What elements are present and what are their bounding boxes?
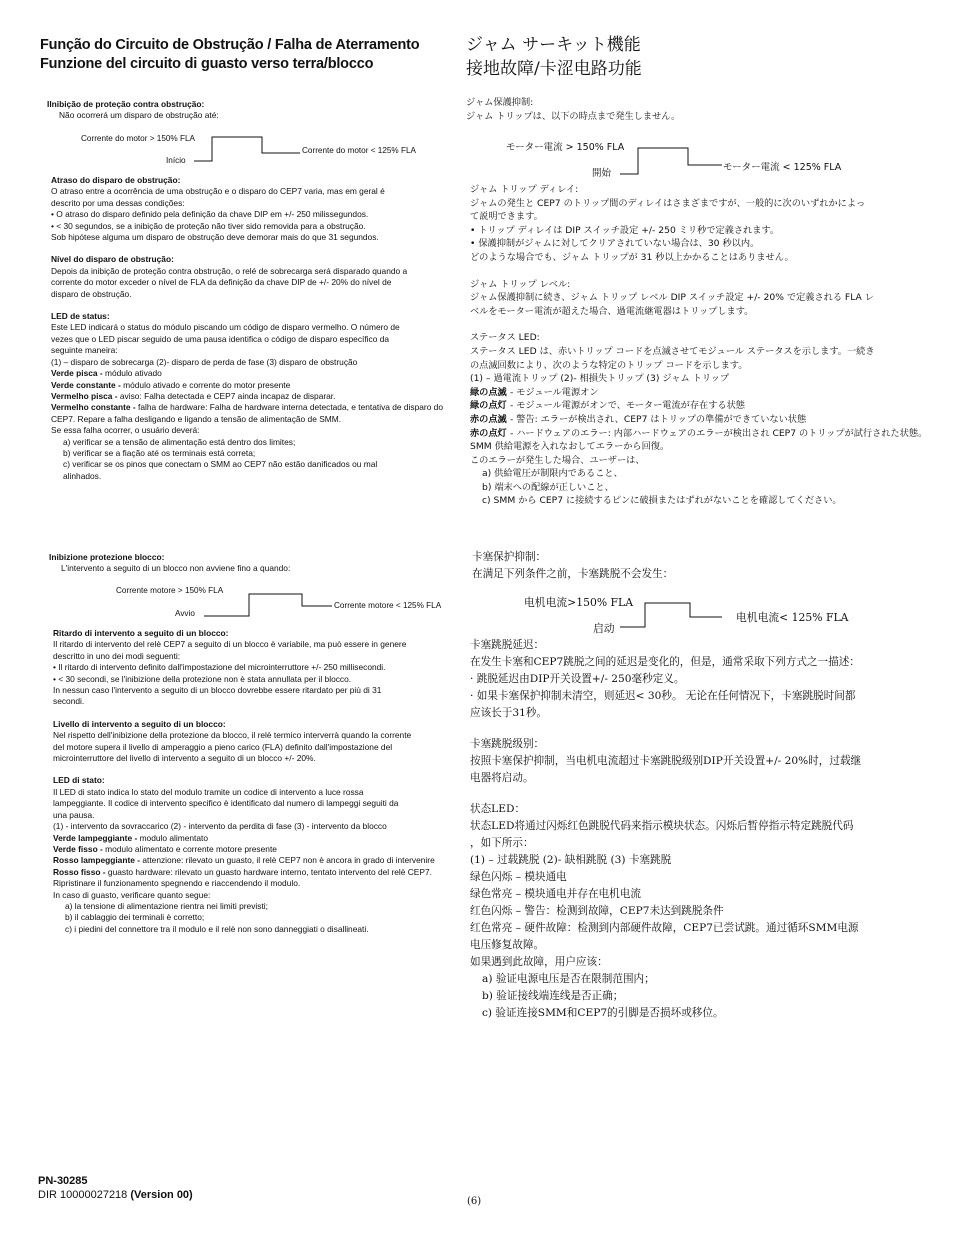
ja-delay-line: ジャムの発生と CEP7 のトリップ間のディレイはさまざまですが、一般的に次のいずれかによっ	[470, 197, 866, 209]
zh-led-line: ，如下所示：	[470, 837, 534, 849]
left-title	[40, 36, 419, 74]
ja-led-line: の点滅回数により、次のような特定のトリップ コードを示します。	[470, 359, 748, 371]
ja-led-title: ステータス LED:	[470, 332, 540, 344]
ja-diagram-label-low: モーター電流 < 125% FLA	[723, 162, 842, 173]
ja-delay-line: て説明できます。	[470, 211, 543, 223]
zh-body	[470, 637, 930, 1022]
it-diagram-label-high: Corrente motore > 150% FLA	[116, 586, 224, 595]
it-body	[53, 628, 453, 935]
it-led-title: LED di stato:	[53, 775, 105, 786]
ja-current-waveform	[620, 146, 724, 178]
pt-level-line: corrente do motor exceder o nível de FLA da definição da chave DIP de +/- 20% do nível de	[51, 277, 392, 288]
zh-delay-line: 在发生卡塞和CEP7跳脱之间的延迟是变化的，但是，通常采取下列方式之一描述：	[470, 656, 860, 668]
title-italian: Funzione del circuito di guasto verso terra/blocco	[40, 56, 374, 72]
ja-led-item: 緑の点灯 - モジュール電源がオンで、モーター電流が存在する状態	[470, 400, 745, 412]
title-chinese: 接地故障/卡涩电路功能	[466, 59, 642, 79]
ja-fail-intro: このエラーが発生した場合、ユーザーは、	[470, 454, 645, 466]
zh-level-line: 按照卡塞保护抑制，当电机电流超过卡塞跳脱级别DIP开关设置+/- 20%时，过载继	[470, 755, 862, 767]
dir-line	[38, 1188, 193, 1202]
ja-delay-line: • トリップ ディレイは DIP スイッチ設定 +/- 250 ミリ秒で定義されます。	[470, 224, 780, 236]
it-led-line: (1) - intervento da sovraccarico (2) - intervento da perdita di fase (3) - intervento da blocco	[53, 821, 387, 832]
zh-led-line: 绿色闪烁 – 模块通电	[470, 871, 567, 883]
pt-delay-line: Sob hipótese alguma um disparo de obstrução deve demorar mais do que 31 segundos.	[51, 232, 379, 243]
ja-level-line: ベルをモーター電流が超えた場合、過電流継電器はトリップします。	[470, 305, 754, 317]
pt-inhibit-title: Ilnibição de proteção contra obstrução:	[47, 99, 205, 109]
footer	[38, 1174, 193, 1202]
it-fail-intro: In caso di guasto, verificare quanto segue:	[53, 889, 211, 900]
pt-led-item: Verde pisca - módulo ativado	[51, 368, 162, 379]
it-fail-item: c) i piedini del connettore tra il modulo e il relè non sono danneggiati o disallineati.	[65, 923, 369, 934]
zh-led-line: (1) – 过载跳脱 (2)- 缺相跳脱 (3) 卡塞跳脱	[470, 854, 672, 866]
it-diagram-label-start: Avvio	[175, 609, 195, 618]
it-led-item: Rosso lampeggiante - attenzione: rilevato un guasto, il relè CEP7 non è ancora in grado di intervenire	[53, 855, 435, 866]
pt-fail-intro: Se essa falha ocorrer, o usuário deverá:	[51, 425, 200, 436]
ja-diagram-label-start: 開始	[592, 168, 612, 179]
title-portuguese: Função do Circuito de Obstrução / Falha de Aterramento	[40, 37, 420, 53]
pt-delay-title: Atraso do disparo de obstrução:	[51, 175, 181, 185]
pt-fail-item: b) verificar se a fiação até os terminais está correta;	[63, 447, 256, 458]
it-led-line: lampeggiante. Il codice di intervento specifico è identificato dal numero di lampeggi seguiti da	[53, 798, 399, 809]
pt-led-item: Verde constante - módulo ativado e corrente do motor presente	[51, 379, 291, 390]
zh-delay-title: 卡塞跳脱延迟：	[470, 639, 545, 651]
it-delay-line: • < 30 secondi, se l'inibizione della protezione non è stata annullata per il blocco.	[53, 673, 352, 684]
pt-inhibit-text: Não ocorrerá um disparo de obstrução até:	[59, 110, 219, 121]
ja-inhibit-text: ジャム トリップは、以下の時点まで発生しません。	[466, 110, 681, 122]
it-delay-line: In nessun caso l'intervento a seguito di un blocco dovrebbe essere ritardato per più di 31	[53, 685, 382, 696]
it-current-waveform	[204, 592, 334, 620]
it-level-line: microinterruttore del livello di intervento a seguito di un blocco +/- 20%.	[53, 753, 316, 764]
ja-delay-line: • 保護抑制がジャムに対してクリアされていない場合は、30 秒以内。	[470, 238, 760, 250]
ja-delay-title: ジャム トリップ ディレイ:	[470, 184, 579, 195]
page-number: (6)	[467, 1196, 482, 1207]
it-led-line: una pausa.	[53, 809, 95, 820]
zh-led-line: 状态LED将通过闪烁红色跳脱代码来指示模块状态。闪烁后暂停指示特定跳脱代码	[470, 820, 854, 832]
right-title	[466, 33, 642, 81]
pt-body	[51, 175, 461, 482]
ja-inhibit-title: ジャム保護抑制:	[466, 97, 534, 108]
ja-fail-item: b) 端末への配線が正しいこと、	[482, 481, 614, 493]
pt-level-line: Depois da inibição de proteção contra obstrução, o relé de sobrecarga será disparado quando a	[51, 265, 408, 276]
it-fail-item: a) la tensione di alimentazione rientra nei limiti previsti;	[65, 900, 268, 911]
pt-inhibit-section	[47, 99, 447, 122]
zh-level-title: 卡塞跳脱级别：	[470, 738, 545, 750]
it-delay-line: Il ritardo di intervento del relè CEP7 a seguito di un blocco è variabile, ma può essere in genere	[53, 639, 407, 650]
ja-led-item: 緑の点滅 - モジュール電源オン	[470, 386, 599, 398]
zh-diagram-label-low: 电机电流< 125% FLA	[736, 611, 849, 624]
ja-delay-line: どのような場合でも、ジャム トリップが 31 秒以上かかることはありません。	[470, 251, 794, 263]
zh-led-line: 红色常亮 – 硬件故障：检测到内部硬件故障，CEP7已尝试跳。通过循环SMM电源	[470, 922, 859, 934]
ja-inhibit-section	[466, 96, 926, 123]
zh-led-line: 绿色常亮 – 模块通电并存在电机电流	[470, 888, 641, 900]
it-fail-item: b) il cablaggio dei terminali è corretto;	[65, 912, 205, 923]
zh-current-waveform	[620, 601, 724, 631]
it-led-line: Il LED di stato indica lo stato del modulo tramite un codice di intervento a luce rossa	[53, 786, 364, 797]
zh-fail-item: b) 验证接线端连线是否正确；	[482, 990, 624, 1002]
zh-inhibit-title: 卡塞保护抑制：	[472, 551, 547, 563]
zh-led-line: 如果遇到此故障，用户应该：	[470, 956, 608, 968]
pt-led-item: Vermelho constante - falha de hardware: Falha de hardware interna detectada, e tentativa de disparo do CEP7. Repare a falha desligando e ligando a tensão de alimentação de SMM.	[51, 402, 443, 424]
ja-led-line: (1) – 過電流トリップ (2)- 相損失トリップ (3) ジャム トリップ	[470, 373, 730, 385]
ja-led-item: 赤の点灯 - ハードウェアのエラー: 内部ハードウェアのエラーが検出され CEP7 のトリップが試行された状態。SMM 供給電源を入れなおしてエラーから回復。	[470, 427, 928, 453]
zh-diagram-label-high: 电机电流>150% FLA	[524, 596, 633, 609]
it-led-item: Rosso fisso - guasto hardware: rilevato un guasto hardware interno, tentato intervento del relè CEP7. Ripristinare il funzionamento spegnendo e riaccendendo il modulo.	[53, 866, 432, 889]
pt-diagram-label-low: Corrente do motor < 125% FLA	[302, 146, 417, 155]
pt-led-line: vezes que o LED piscar seguido de uma pausa identifica o código de disparo específico da	[51, 333, 390, 344]
dir-number: DIR 10000027218	[38, 1189, 131, 1201]
it-delay-line: descritto in uno dei modi seguenti:	[53, 650, 181, 661]
zh-led-title: 状态LED：	[470, 803, 526, 815]
title-japanese: ジャム サーキット機能	[466, 35, 641, 55]
pt-led-title: LED de status:	[51, 311, 110, 322]
ja-level-title: ジャム トリップ レベル:	[470, 278, 571, 290]
pt-led-line: (1) – disparo de sobrecarga (2)- disparo de perda de fase (3) disparo de obstrução	[51, 356, 358, 367]
pt-delay-line: • O atraso do disparo definido pela definição da chave DIP em +/- 250 milissegundos.	[51, 209, 369, 220]
zh-delay-line: 应该长于31秒。	[470, 707, 548, 719]
pt-fail-item: c) verificar se os pinos que conectam o SMM ao CEP7 não estão danificados ou mal alinhados.	[63, 459, 378, 481]
it-inhibit-title: Inibizione protezione blocco:	[49, 552, 165, 562]
zh-inhibit-text: 在满足下列条件之前，卡塞跳脱不会发生：	[472, 568, 674, 580]
pt-diagram-label-start: Início	[166, 156, 186, 165]
it-level-title: Livello di intervento a seguito di un blocco:	[53, 718, 226, 729]
it-led-item: Verde fisso - modulo alimentato e corrente motore presente	[53, 843, 277, 854]
pt-fail-item: a) verificar se a tensão de alimentação está dentro dos limites;	[63, 436, 296, 447]
zh-delay-line: · 如果卡塞保护抑制未清空，则延迟< 30秒。 无论在任何情况下，卡塞跳脱时间都	[470, 690, 856, 702]
pt-level-line: disparo de obstrução.	[51, 288, 132, 299]
zh-led-line: 红色闪烁 – 警告：检测到故障，CEP7未达到跳脱条件	[470, 905, 724, 917]
it-inhibit-text: L'intervento a seguito di un blocco non avviene fino a quando:	[61, 563, 291, 574]
it-delay-line: secondi.	[53, 696, 85, 707]
pt-current-waveform	[194, 135, 304, 165]
zh-fail-item: a) 验证电源电压是否在限制范围内；	[482, 973, 655, 985]
zh-diagram-label-start: 启动	[593, 622, 615, 635]
pt-delay-line: • < 30 segundos, se a inibição de proteção não tiver sido removida para a obstrução.	[51, 220, 366, 231]
ja-led-item: 赤の点滅 - 警告: エラーが検出され、CEP7 はトリップの準備ができていない状態	[470, 413, 807, 425]
zh-inhibit-section	[472, 549, 932, 583]
it-led-item: Verde lampeggiante - modulo alimentato	[53, 832, 209, 843]
zh-delay-line: · 跳脱延迟由DIP开关设置+/- 250毫秒定义。	[470, 673, 685, 685]
zh-led-line: 电压修复故障。	[470, 939, 545, 951]
it-diagram-label-low: Corrente motore < 125% FLA	[334, 601, 442, 610]
pt-delay-line: O atraso entre a ocorrência de uma obstrução e o disparo do CEP7 varia, mas em geral é	[51, 186, 385, 197]
pt-led-line: seguinte maneira:	[51, 345, 118, 356]
pt-diagram-label-high: Corrente do motor > 150% FLA	[81, 134, 196, 143]
ja-level-line: ジャム保護抑制に続き、ジャム トリップ レベル DIP スイッチ設定 +/- 20% で定義される FLA レ	[470, 292, 874, 304]
ja-body	[470, 183, 930, 508]
it-inhibit-section	[49, 552, 449, 575]
pt-led-item: Vermelho pisca - aviso: Falha detectada e CEP7 ainda incapaz de disparar.	[51, 390, 336, 401]
part-number: PN-30285	[38, 1175, 88, 1187]
pt-led-line: Este LED indicará o status do módulo piscando um código de disparo vermelho. O número de	[51, 322, 400, 333]
it-delay-title: Ritardo di intervento a seguito di un blocco:	[53, 628, 229, 638]
pt-delay-line: descrito por uma dessas condições:	[51, 197, 185, 208]
zh-level-line: 电器将启动。	[470, 772, 534, 784]
it-delay-line: • Il ritardo di intervento definito dall'impostazione del microinterruttore +/- 250 millisecondi.	[53, 662, 386, 673]
ja-fail-item: c) SMM から CEP7 に接続するピンに破損またはずれがないことを確認してください。	[482, 495, 842, 507]
zh-fail-item: c) 验证连接SMM和CEP7的引脚是否损坏或移位。	[482, 1007, 724, 1019]
ja-fail-item: a) 供給電圧が制限内であること、	[482, 468, 623, 480]
pt-level-title: Nível do disparo de obstrução:	[51, 254, 174, 265]
it-level-line: del motore supera il livello di amperaggio a pieno carico (FLA) definito dall'impostazione del	[53, 741, 393, 752]
ja-diagram-label-high: モーター電流 > 150% FLA	[506, 142, 625, 153]
it-level-line: Nel rispetto dell'inibizione della protezione da blocco, il relè termico interverrà quando la corrente	[53, 730, 412, 741]
version-label: (Version 00)	[130, 1189, 193, 1201]
ja-led-line: ステータス LED は、赤いトリップ コードを点滅させてモジュール ステータスを示します。一続き	[470, 345, 875, 357]
